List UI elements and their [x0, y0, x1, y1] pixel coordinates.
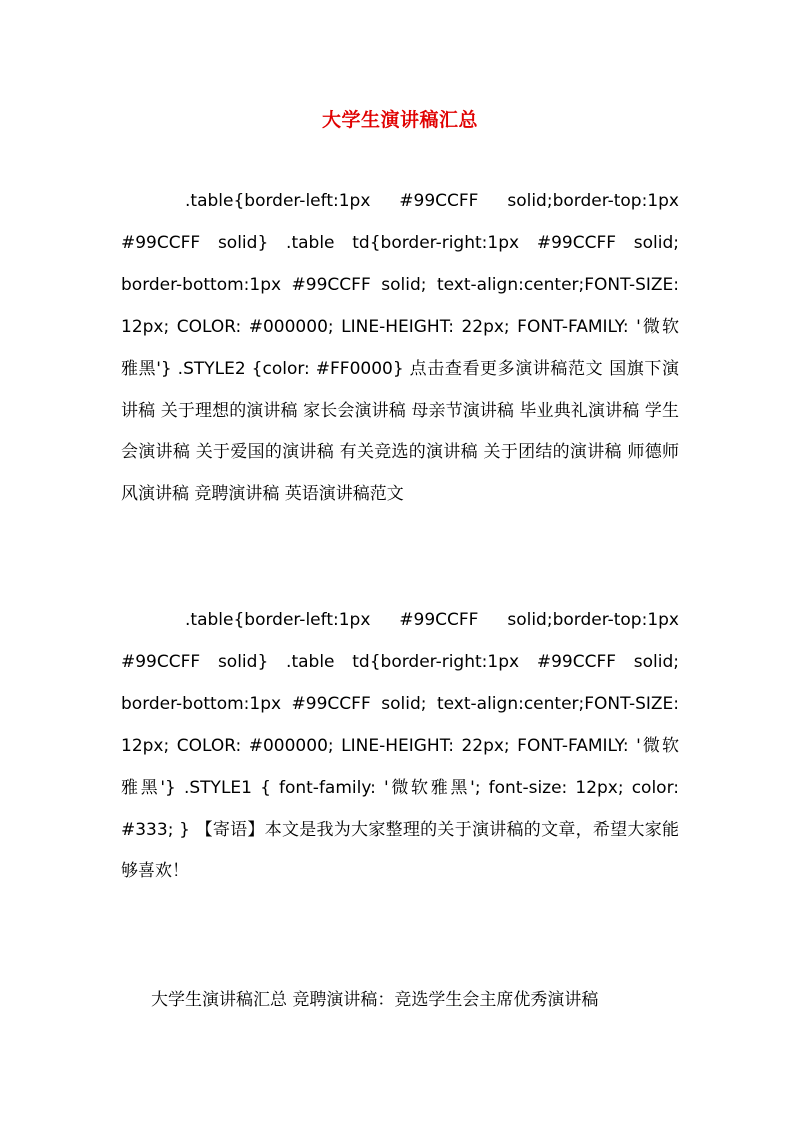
paragraph-2: .table{border-left:1px #99CCFF solid;border-top:1px #99CCFF solid} .table td{border-right:1px #99CCFF solid; border-bottom:1px #99CCFF solid; text-align:center;FONT-SIZE: 12px; COLOR: #000000; LINE-HEIGHT: 22px; FONT-FAMILY: '微软雅黑'} .STYLE1 { font-family: '微软雅黑'; font-size: 12px; color: #333; } 【寄语】本文是我为大家整理的关于演讲稿的文章，希望大家能够喜欢！ — [121, 610, 679, 882]
document-title: 大学生演讲稿汇总 — [321, 109, 478, 131]
paragraph-1: .table{border-left:1px #99CCFF solid;border-top:1px #99CCFF solid} .table td{border-right:1px #99CCFF solid; border-bottom:1px #99CCFF solid; text-align:center;FONT-SIZE: 12px; COLOR: #000000; LINE-HEIGHT: 22px; FONT-FAMILY: '微软雅黑'} .STYLE2 {color: #FF0000} 点击查看更多演讲稿范文 国旗下演讲稿 关于理想的演讲稿 家长会演讲稿 母亲节演讲稿 毕业典礼演讲稿 学生会演讲稿 关于爱国的演讲稿 有关竞选的演讲稿 关于团结的演讲稿 师德师风演讲稿 竞聘演讲稿 英语演讲稿范文 — [121, 191, 679, 505]
paragraph-3: 大学生演讲稿汇总 竞聘演讲稿：竞选学生会主席优秀演讲稿 — [151, 990, 599, 1010]
